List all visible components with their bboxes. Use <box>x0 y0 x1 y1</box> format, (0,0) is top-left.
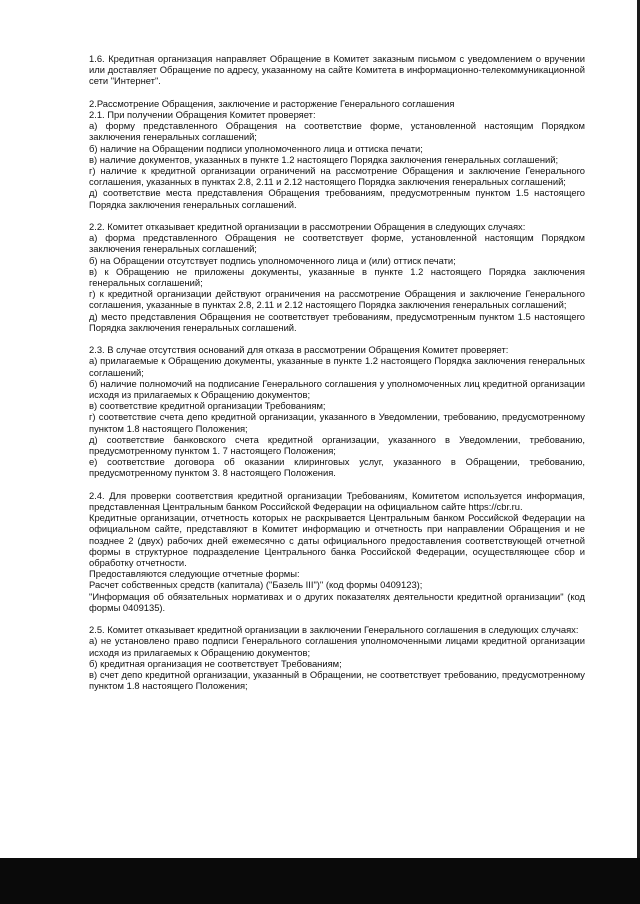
document-page <box>89 53 585 703</box>
list-item: Кредитные организации, отчетность которых не раскрывается Центральным банком Российской Федерации на официальном сайте, представляют в Комитет информацию и отчетность при направлении Обращения и не позднее 2 (двух) рабочих дней ежемесячно с даты официального предоставления соответствующей отчетной формы в структурное подразделение Центрального банка Российской Федерации, осуществляющее сбор и обработку отчетности. <box>89 512 585 569</box>
section-1-6 <box>89 53 585 87</box>
scan-footer-bar <box>0 858 640 904</box>
section-intro-2-3: 2.3. В случае отсутствия оснований для отказа в рассмотрении Обращения Комитет проверяет: <box>89 344 509 356</box>
list-item: в) счет депо кредитной организации, указанный в Обращении, не соответствует требованию, предусмотренному пунктом 1.8 настоящего Положения; <box>89 669 585 692</box>
paragraph-1-6: 1.6. Кредитная организация направляет Обращение в Комитет заказным письмом с уведомлением о вручении или доставляет Обращение по адресу, указанному на сайте Комитета в информационно-телекоммуникационной сети "Интернет". <box>89 53 585 87</box>
section-heading-2: 2.Рассмотрение Обращения, заключение и расторжение Генерального соглашения <box>89 97 455 109</box>
list-item: а) форма представленного Обращения не соответствует форме, установленной настоящим Порядком заключения генеральных соглашений; <box>89 232 585 255</box>
list-item: "Информация об обязательных нормативах и о других показателях деятельности кредитной организации" (код формы 0409135). <box>89 590 585 613</box>
section-intro-2-2: 2.2. Комитет отказывает кредитной организации в рассмотрении Обращения в следующих случаях: <box>89 221 526 233</box>
list-item: в) к Обращению не приложены документы, указанные в пункте 1.2 настоящего Порядка заключения генеральных соглашений; <box>89 265 585 289</box>
list-item: д) соответствие банковского счета кредитной организации, указанного в Уведомлении, требованию, предусмотренному пунктом 1. 7 настоящего Положения; <box>89 433 585 457</box>
list-item: Предоставляются следующие отчетные формы: <box>89 568 300 580</box>
list-item: б) наличие на Обращении подписи уполномоченного лица и оттиска печати; <box>89 142 423 154</box>
section-2-5 <box>89 624 585 691</box>
list-item: б) наличие полномочий на подписание Генерального соглашения у уполномоченных лиц кредитной организации исходя из прилагаемых к Обращению документов; <box>89 377 585 401</box>
list-item: а) не установлено право подписи Генерального соглашения уполномоченными лицами кредитной организации исходя из прилагаемых к Обращению документов; <box>89 635 585 658</box>
list-item: Расчет собственных средств (капитала) ("Базель III")" (код формы 0409123); <box>89 579 423 591</box>
section-intro-2-1: 2.1. При получении Обращения Комитет проверяет: <box>89 109 316 120</box>
list-item: г) наличие к кредитной организации ограничений на рассмотрение Обращения и заключение Генерального соглашения, указанных в пунктах 2.8, 2.11 и 2.12 настоящего Порядка заключения генеральных соглашений; <box>89 165 585 188</box>
section-intro-2-4: 2.4. Для проверки соответствия кредитной организации Требованиям, Комитетом используется информация, представленная Центральным банком Российской Федерации на официальном сайте https://cbr.ru. <box>89 489 585 513</box>
section-2-1 <box>89 109 585 210</box>
list-item: г) соответствие счета депо кредитной организации, указанного в Уведомлении, требованию, предусмотренному пунктом 1.8 настоящего Положения; <box>89 411 585 434</box>
list-item: в) наличие документов, указанных в пункте 1.2 настоящего Порядка заключения генеральных соглашений; <box>89 153 559 165</box>
section-2-2 <box>89 221 585 333</box>
list-item: а) форму представленного Обращения на соответствие форме, установленной настоящим Порядком заключения генеральных соглашений; <box>89 120 585 143</box>
list-item: б) на Обращении отсутствует подпись уполномоченного лица и (или) оттиск печати; <box>89 254 456 266</box>
list-item: д) место представления Обращения не соответствует требованиям, предусмотренным пунктом 1.5 настоящего Порядка заключения генеральных соглашений. <box>89 310 585 333</box>
list-item: е) соответствие договора об оказании клиринговых услуг, указанного в Обращении, требованию, предусмотренному пунктом 3. 8 настоящего Положения. <box>89 456 585 479</box>
list-item: в) соответствие кредитной организации Требованиям; <box>89 400 326 412</box>
section-2-3 <box>89 344 585 478</box>
list-item: а) прилагаемые к Обращению документы, указанные в пункте 1.2 настоящего Порядка заключения генеральных соглашений; <box>89 355 585 378</box>
list-item: б) кредитная организация не соответствует Требованиям; <box>89 657 342 669</box>
section-intro-2-5: 2.5. Комитет отказывает кредитной организации в заключении Генерального соглашения в следующих случаях: <box>89 624 579 636</box>
section-2-4 <box>89 490 585 613</box>
list-item: д) соответствие места представления Обращения требованиям, предусмотренным пунктом 1.5 настоящего Порядка заключения генеральных соглашений. <box>89 187 585 210</box>
list-item: г) к кредитной организации действуют ограничения на рассмотрение Обращения и заключение Генерального соглашения, указанные в пунктах 2.8, 2.11 и 2.12 настоящего Порядка заключения генеральных соглашений; <box>89 288 585 311</box>
